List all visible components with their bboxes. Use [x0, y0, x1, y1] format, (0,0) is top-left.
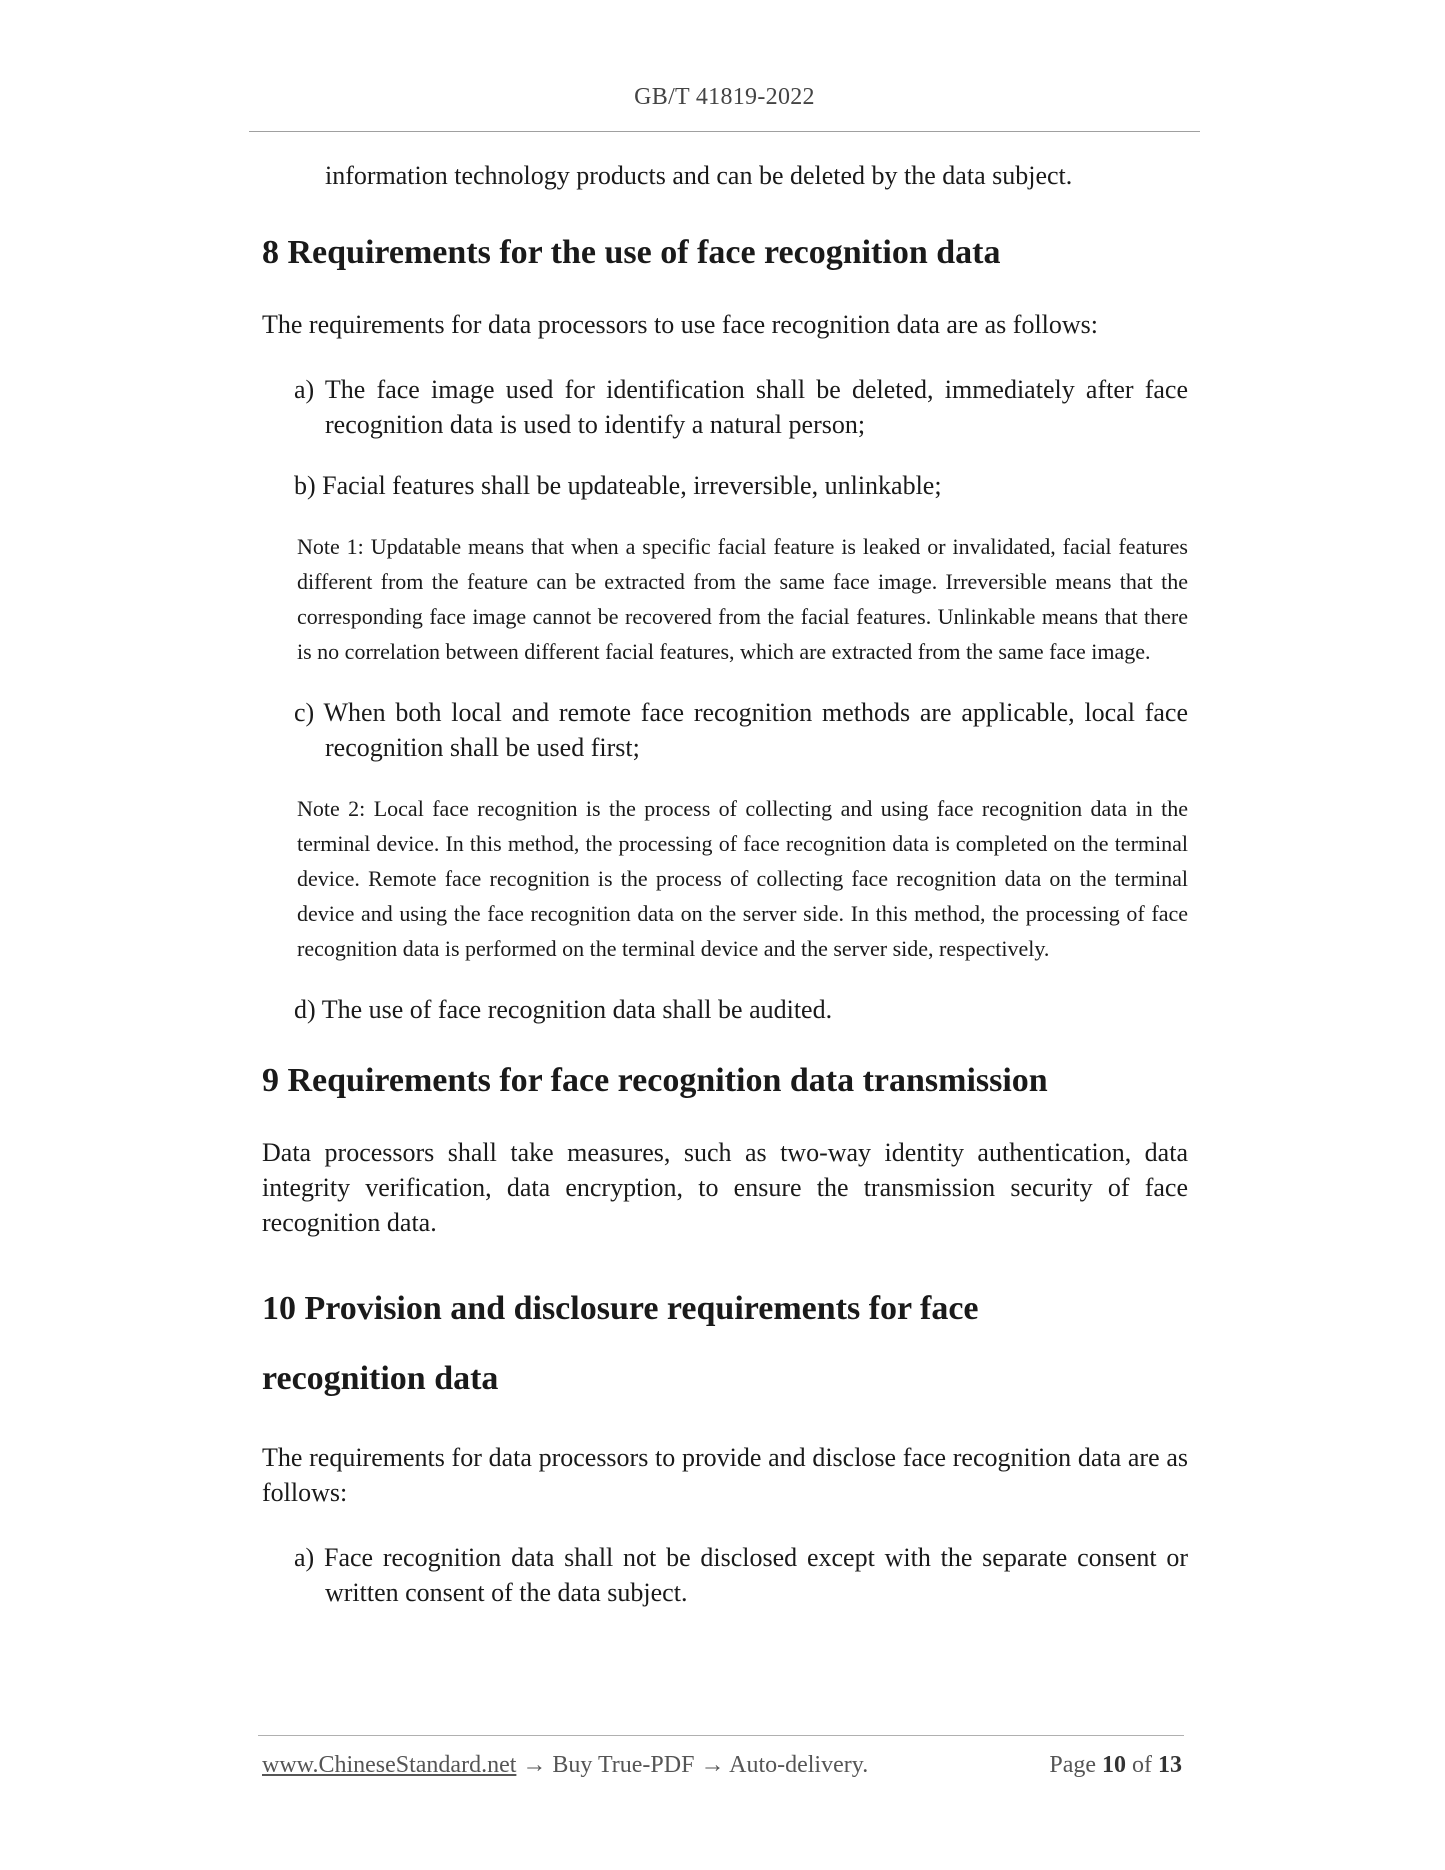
section-8-heading: 8 Requirements for the use of face recognition data — [262, 234, 1001, 271]
continuation-text: information technology products and can be deleted by the data subject. — [325, 161, 1073, 190]
page-content — [262, 158, 1188, 1636]
section-10-heading-line2: recognition data — [262, 1360, 499, 1397]
section-10-item-a: a) Face recognition data shall not be disclosed except with the separate consent or written consent of the data subject. — [294, 1543, 1188, 1607]
running-header: GB/T 41819-2022 — [634, 84, 815, 110]
section-9-body: Data processors shall take measures, such as two-way identity authentication, data integrity verification, data encryption, to ensure the transmission security of face recognition data. — [262, 1138, 1188, 1237]
page-number: 10 — [1102, 1752, 1126, 1778]
page-total: 13 — [1158, 1752, 1182, 1778]
page-footer — [262, 1752, 1182, 1779]
footer-promo — [262, 1752, 868, 1779]
section-8-item-d: d) The use of face recognition data shall be audited. — [294, 995, 833, 1024]
header-divider — [249, 131, 1200, 132]
note-1: Note 1: Updatable means that when a specific facial feature is leaked or invalidated, facial features different from the feature can be extracted from the same face image. Irreversible means that the corresponding face image cannot be recovered from the facial features. Unlinkable means that there is no correlation between different facial features, which are extracted from the same face image. — [297, 534, 1188, 664]
section-8-item-a: a) The face image used for identification shall be deleted, immediately after face recognition data is used to identify a natural person; — [294, 375, 1188, 439]
page-indicator — [1049, 1752, 1182, 1779]
of-label: of — [1132, 1752, 1152, 1778]
website-link[interactable]: www.ChineseStandard.net — [262, 1752, 517, 1778]
page-label: Page — [1049, 1752, 1096, 1778]
section-10-heading-line1: 10 Provision and disclosure requirements for face — [262, 1290, 979, 1327]
section-8-intro: The requirements for data processors to use face recognition data are as follows: — [262, 310, 1099, 339]
section-8-item-b: b) Facial features shall be updateable, irreversible, unlinkable; — [294, 471, 942, 500]
section-10-intro: The requirements for data processors to provide and disclose face recognition data are as follows: — [262, 1443, 1188, 1507]
footer-promo-text: → Buy True-PDF → Auto-delivery. — [516, 1752, 869, 1778]
section-8-item-c: c) When both local and remote face recognition methods are applicable, local face recognition shall be used first; — [294, 698, 1188, 762]
footer-divider — [258, 1735, 1184, 1736]
section-9-heading: 9 Requirements for face recognition data transmission — [262, 1062, 1048, 1099]
note-2: Note 2: Local face recognition is the process of collecting and using face recognition data in the terminal device. In this method, the processing of face recognition data is completed on the terminal device. Remote face recognition is the process of collecting face recognition data on the terminal device and using the face recognition data on the server side. In this method, the processing of face recognition data is performed on the terminal device and the server side, respectively. — [297, 796, 1188, 961]
